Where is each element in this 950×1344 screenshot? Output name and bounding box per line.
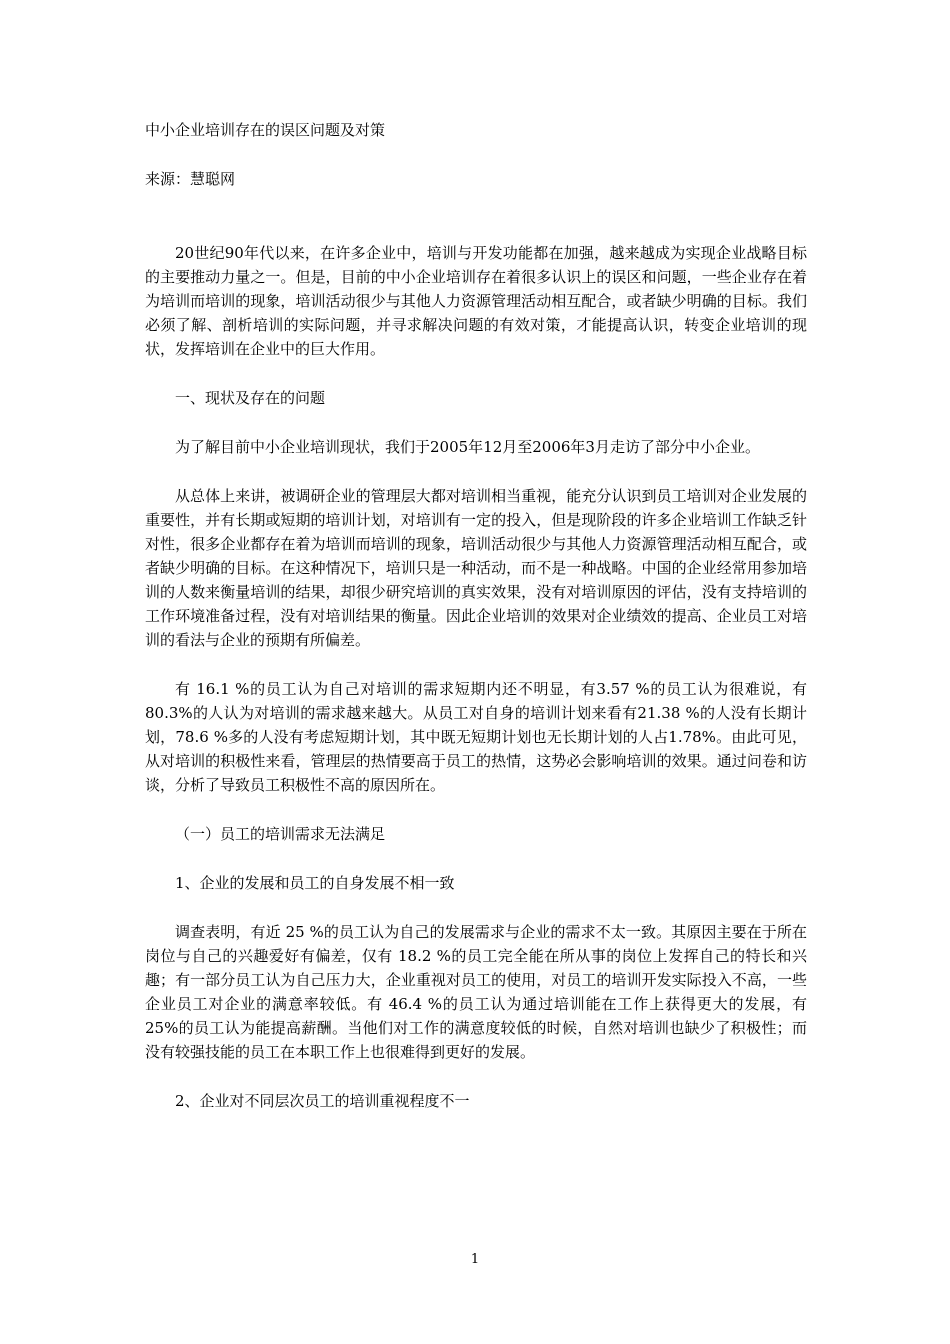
document-title: 中小企业培训存在的误区问题及对策 [145, 121, 386, 139]
document-source: 来源：慧聪网 [145, 170, 236, 188]
paragraph-statistics: 有 16.1 %的员工认为自己对培训的需求短期内还不明显，有3.57 %的员工认为很难说，有80.3%的人认为对培训的需求越来越大。从员工对自身的培训计划来看有21.38 %的人没有长期计划，78.6 %多的人没有考虑短期计划，其中既无短期计划也无长期计划的人占1.78%。由此可见，从对培训的积极性来看，管理层的热情要高于员工的热情，这势必会影响培训的效果。通过问卷和访谈，分析了导致员工积极性不高的原因所在。 [145, 680, 807, 794]
item-heading-development: 1、企业的发展和员工的自身发展不相一致 [175, 874, 455, 892]
document-body [145, 118, 807, 1138]
paragraph-intro: 20世纪90年代以来，在许多企业中，培训与开发功能都在加强，越来越成为实现企业战略目标的主要推动力量之一。但是，目前的中小企业培训存在着很多认识上的误区和问题，一些企业存在着为培训而培训的现象，培训活动很少与其他人力资源管理活动相互配合，或者缺少明确的目标。我们必须了解、剖析培训的实际问题，并寻求解决问题的有效对策，才能提高认识，转变企业培训的现状，发挥培训在企业中的巨大作用。 [145, 244, 807, 358]
subsection-heading-needs: （一）员工的培训需求无法满足 [175, 825, 386, 843]
paragraph-overview: 从总体上来讲，被调研企业的管理层大都对培训相当重视，能充分认识到员工培训对企业发展的重要性，并有长期或短期的培训计划，对培训有一定的投入，但是现阶段的许多企业培训工作缺乏针对性，很多企业都存在着为培训而培训的现象，培训活动很少与其他人力资源管理活动相互配合，或者缺少明确的目标。在这种情况下，培训只是一种活动，而不是一种战略。中国的企业经常用参加培训的人数来衡量培训的结果，却很少研究培训的真实效果，没有对培训原因的评估，没有支持培训的工作环境准备过程，没有对培训结果的衡量。因此企业培训的效果对企业绩效的提高、企业员工对培训的看法与企业的预期有所偏差。 [145, 487, 807, 649]
paragraph-survey-findings: 调查表明，有近 25 %的员工认为自己的发展需求与企业的需求不太一致。其原因主要在于所在岗位与自己的兴趣爱好有偏差，仅有 18.2 %的员工完全能在所从事的岗位上发挥自己的特长和兴趣；有一部分员工认为自己压力大，企业重视对员工的使用，对员工的培训开发实际投入不高，一些企业员工对企业的满意率较低。有 46.4 %的员工认为通过培训能在工作上获得更大的发展，有 25%的员工认为能提高薪酬。当他们对工作的满意度较低的时候，自然对培训也缺少了积极性；而没有较强技能的员工在本职工作上也很难得到更好的发展。 [145, 923, 807, 1061]
page-number: 1 [470, 1252, 480, 1267]
paragraph-survey-period: 为了解目前中小企业培训现状，我们于2005年12月至2006年3月走访了部分中小企业。 [175, 438, 760, 456]
item-heading-levels: 2、企业对不同层次员工的培训重视程度不一 [175, 1092, 470, 1110]
section-heading-status: 一、现状及存在的问题 [175, 389, 326, 407]
